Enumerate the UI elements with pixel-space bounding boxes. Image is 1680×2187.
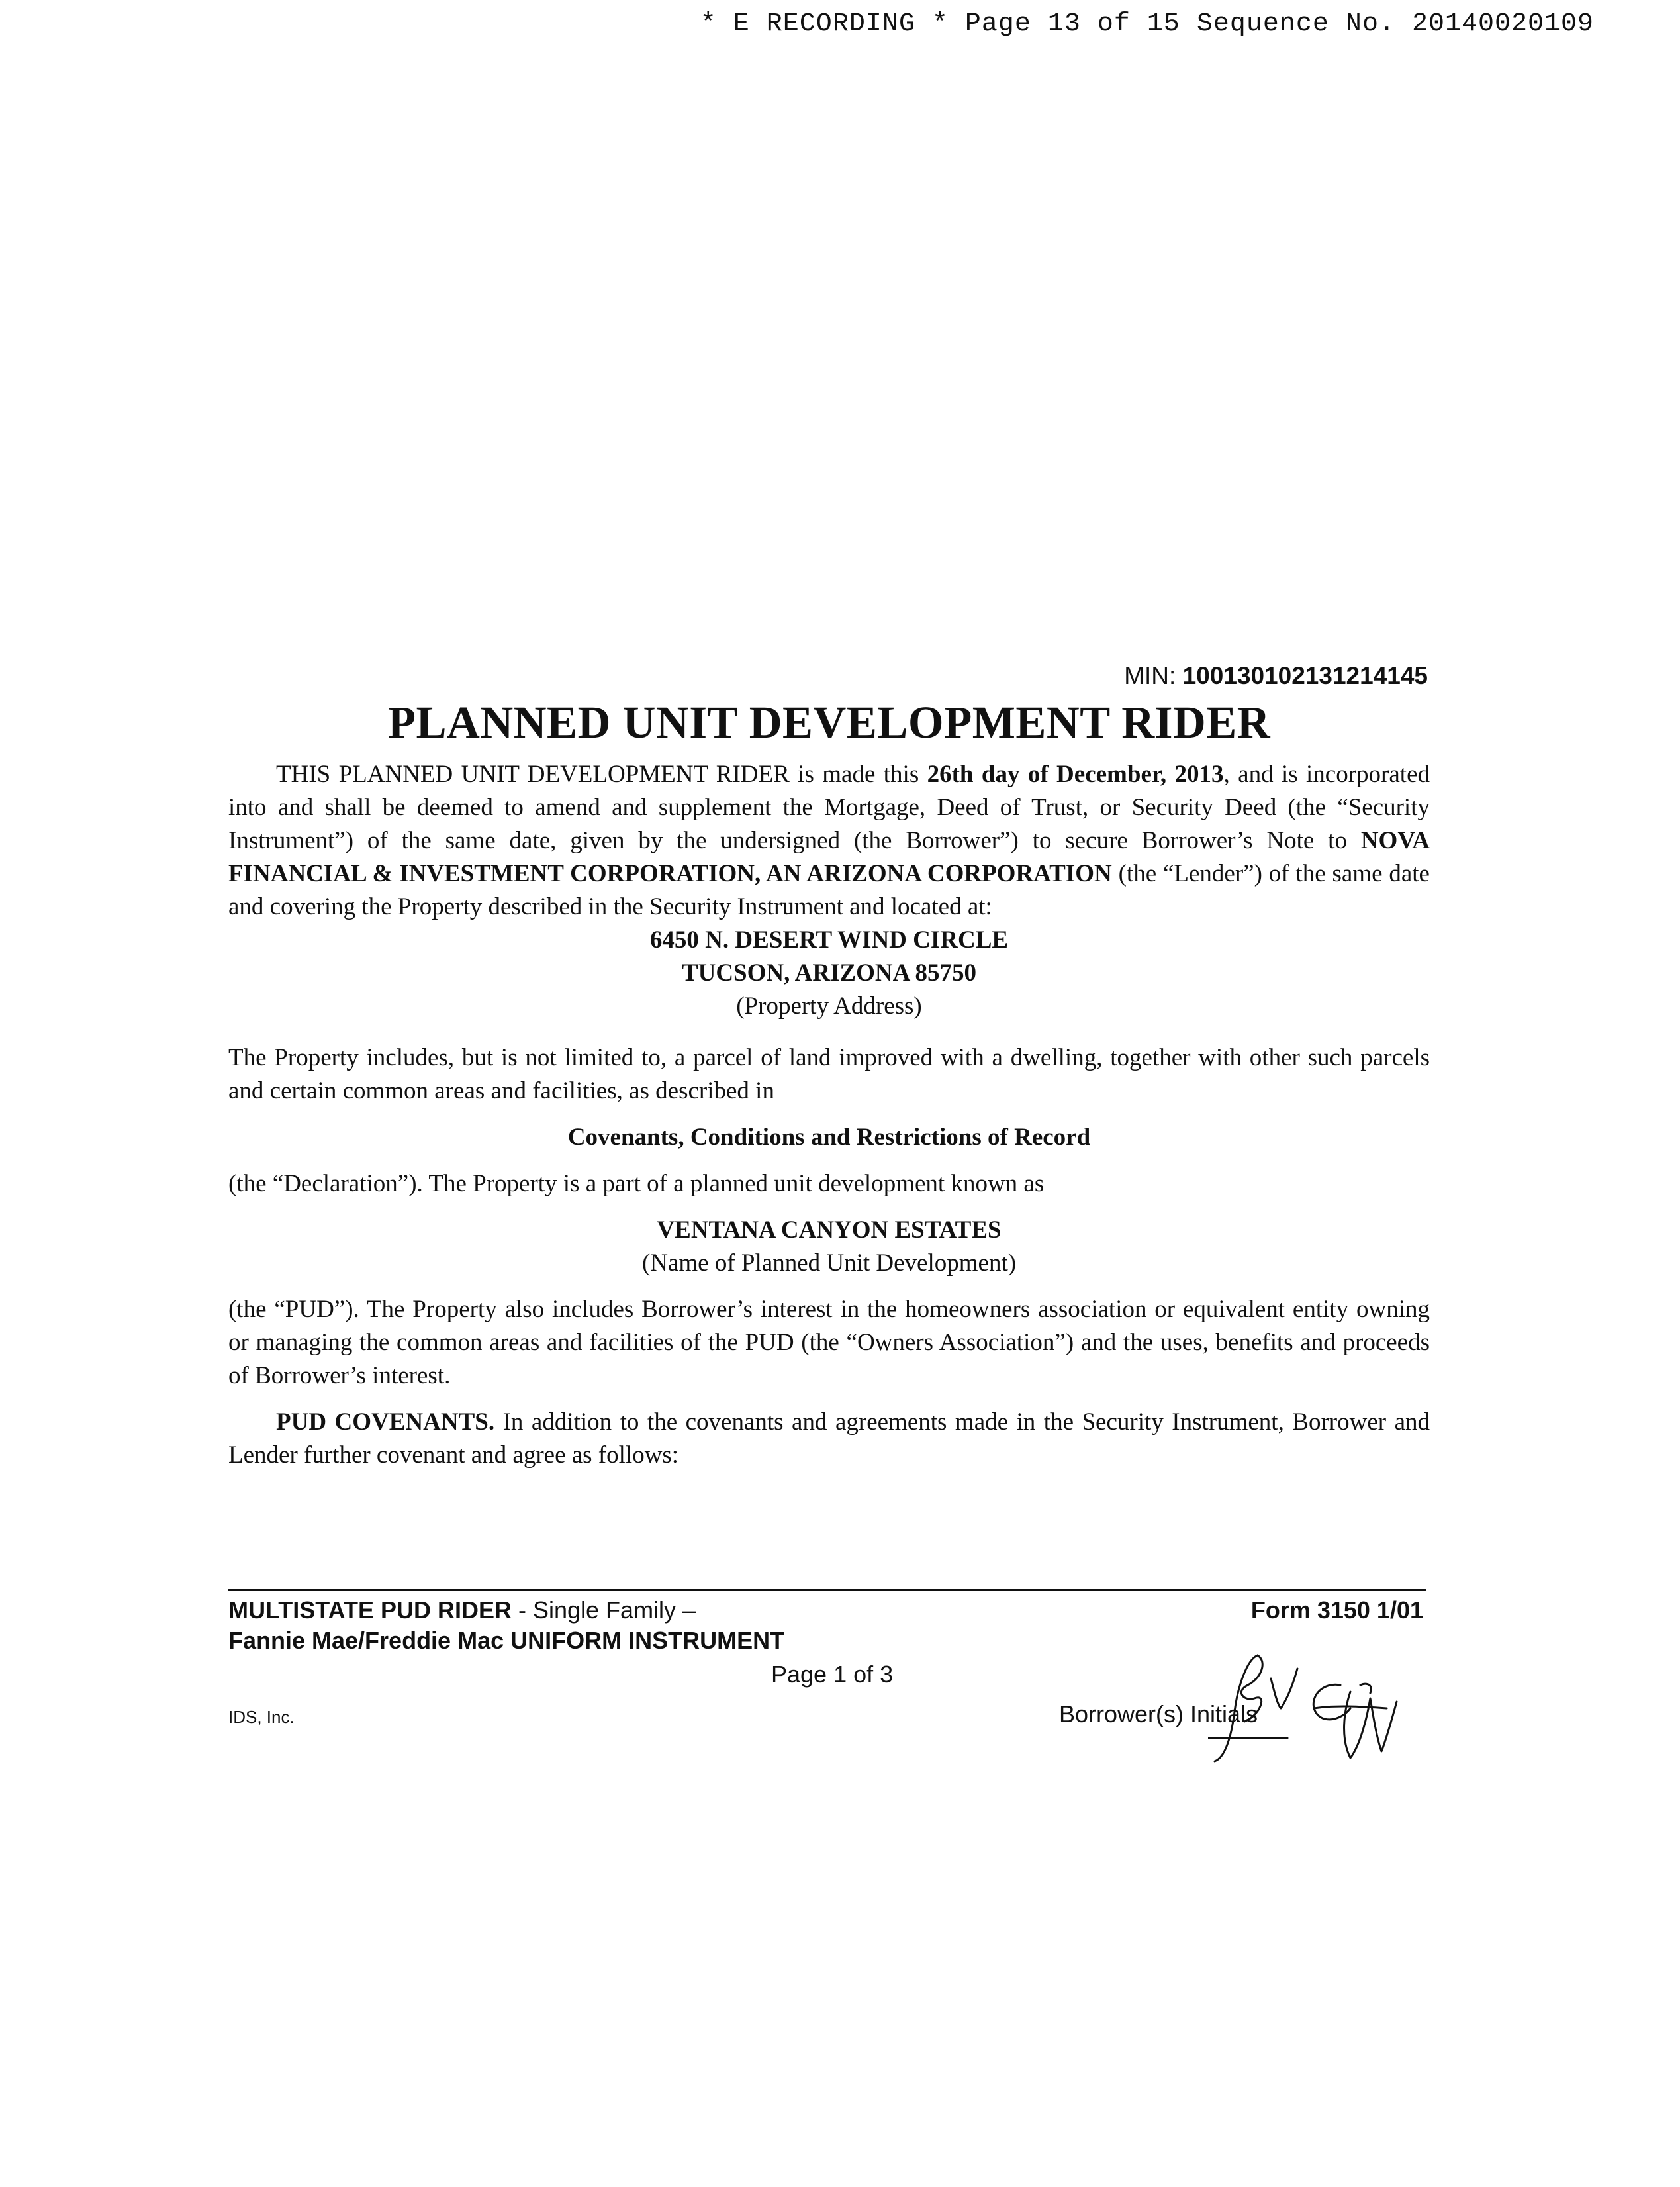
uniform-instrument: Fannie Mae/Freddie Mac UNIFORM INSTRUMENT [228,1627,785,1654]
declaration-name: Covenants, Conditions and Restrictions of Record [567,1124,1091,1151]
pud-caption: (Name of Planned Unit Development) [641,1249,1017,1277]
rider-date: 26th day of December, 2013 [927,761,1224,788]
covenants-text: In addition to the covenants and agreements made in the Security Instrument, Borrower and Lender further covenant and agree as follows: [228,1408,1430,1469]
footer-rule [228,1589,1426,1591]
covenants-heading: PUD COVENANTS. [276,1408,495,1435]
property-paragraph: The Property includes, but is not limited to, a parcel of land improved with a dwelling, together with other such parcels and certain common areas and facilities, as described in [228,1044,1430,1104]
address-caption: (Property Address) [736,993,922,1020]
min-number: 100130102131214145 [1182,662,1428,689]
intro-text-2: , and is incorporated into and shall be deemed to amend and supplement the Mortgage, Deed of Trust, or Security Deed (the “Security Instrument”) of the same date, given by the undersigned (the Borrower”) to secure Borrower’s Note to [228,761,1430,854]
lender-name: NOVA FINANCIAL & INVESTMENT CORPORATION, AN ARIZONA CORPORATION [228,827,1430,887]
rider-name-rest: - Single Family – [511,1596,696,1624]
address-line-2: TUCSON, ARIZONA 85750 [681,959,977,987]
pud-name: VENTANA CANYON ESTATES [657,1216,1002,1243]
form-number: Form 3150 1/01 [1250,1596,1423,1624]
form-footer [228,1589,1430,1727]
intro-paragraph [228,758,1430,924]
declaration-paragraph: (the “Declaration”). The Property is a part of a planned unit development known as [228,1170,1045,1197]
initials-label: Borrower(s) Initials [1059,1700,1258,1727]
recording-header: * E RECORDING * Page 13 of 15 Sequence No. 20140020109 [700,9,1594,39]
pud-paragraph: (the “PUD”). The Property also includes Borrower’s interest in the homeowners association or equivalent entity owning or managing the common areas and facilities of the PUD (the “Owners Association”) and the uses, benefits and proceeds of Borrower’s interest. [228,1296,1430,1389]
min-line [228,662,1428,690]
initials-signature [1208,1645,1407,1778]
rider-name [228,1596,696,1624]
page-number: Page 1 of 3 [771,1661,894,1688]
document-title: PLANNED UNIT DEVELOPMENT RIDER [387,697,1271,748]
min-label: MIN: [1124,662,1176,689]
intro-text-3: (the “Lender”) of the same date and covering the Property described in the Security Instrument and located at: [228,860,1430,920]
intro-text-1: THIS PLANNED UNIT DEVELOPMENT RIDER is made this [276,761,927,788]
rider-name-bold: MULTISTATE PUD RIDER [228,1596,512,1624]
ids-label: IDS, Inc. [228,1707,295,1727]
document-body [228,662,1430,1472]
address-line-1: 6450 N. DESERT WIND CIRCLE [649,926,1009,953]
covenants-paragraph [228,1406,1430,1472]
